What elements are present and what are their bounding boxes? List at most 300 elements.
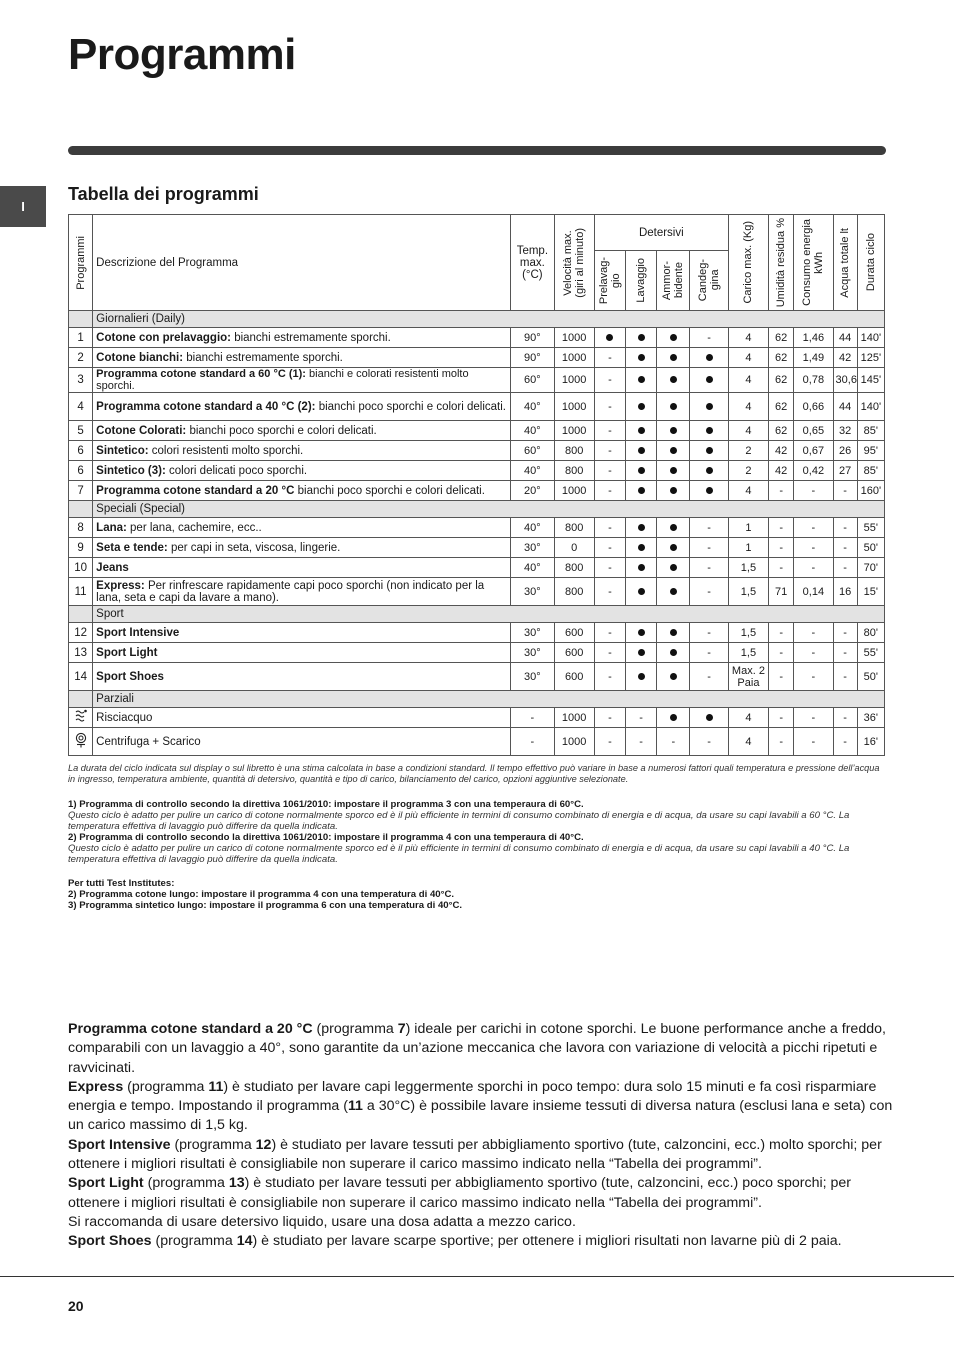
cell-umi: 42 xyxy=(769,441,794,461)
dot-amm xyxy=(657,578,690,606)
table-row xyxy=(69,393,885,421)
dot-icon xyxy=(638,649,645,656)
dot-icon xyxy=(706,376,713,383)
cell-can: - xyxy=(690,623,728,643)
table-row xyxy=(69,623,885,643)
dot-lav xyxy=(626,663,657,691)
cell-vel: 0 xyxy=(554,538,594,558)
program-number: 9 xyxy=(69,538,93,558)
dot-icon xyxy=(670,354,677,361)
desc-detergent-tip: Si raccomanda di usare detersivo liquido, usare una dosa adatta a mezzo carico. xyxy=(68,1213,576,1230)
table-row xyxy=(69,328,885,348)
cell-dur: 70' xyxy=(857,558,884,578)
cell-umi: - xyxy=(769,708,794,728)
cell-kwh: 1,46 xyxy=(794,328,833,348)
cell-kwh: - xyxy=(794,643,833,663)
table-row xyxy=(69,558,885,578)
program-number: 2 xyxy=(69,348,93,368)
dot-icon xyxy=(706,403,713,410)
cell-temp: 40° xyxy=(511,461,554,481)
language-tab: I xyxy=(0,186,46,227)
dot-icon xyxy=(706,714,713,721)
table-row xyxy=(69,421,885,441)
cell-car: 4 xyxy=(728,481,768,501)
cell-umi: - xyxy=(769,558,794,578)
desc-sport-shoes: Sport Shoes (programma 14) è studiato per lavare scarpe sportive; per ottenere i migliori risultati non lavarne più di 2 paia. xyxy=(68,1233,842,1250)
program-description: Sintetico (3): colori delicati poco sporchi. xyxy=(93,461,511,481)
dot-icon xyxy=(670,714,677,721)
dot-icon xyxy=(670,403,677,410)
dot-icon xyxy=(670,544,677,551)
cell-temp: 40° xyxy=(511,421,554,441)
cell-dur: 140' xyxy=(857,393,884,421)
cell-car: 4 xyxy=(728,708,768,728)
table-row xyxy=(69,518,885,538)
cell-temp: 30° xyxy=(511,643,554,663)
footnote-2-text: Questo ciclo è adatto per pulire un carico di cotone normalmente sporco ed è il più efficiente in termini di consumo combinato di energia e di acqua, da usare su capi lavabili a 40 °C. La temperatura effettiva di lavaggio può differire da quella indicata. xyxy=(68,843,850,865)
cell-can: - xyxy=(690,578,728,606)
cell-kwh: - xyxy=(794,558,833,578)
dot-icon xyxy=(638,673,645,680)
cell-vel: 1000 xyxy=(554,328,594,348)
cell-temp: 30° xyxy=(511,623,554,643)
cell-acq: 26 xyxy=(833,441,857,461)
cell-vel: 800 xyxy=(554,518,594,538)
dot-icon xyxy=(638,403,645,410)
cell-acq: 27 xyxy=(833,461,857,481)
cell-acq: - xyxy=(833,481,857,501)
dot-icon xyxy=(638,524,645,531)
cell-car: 4 xyxy=(728,393,768,421)
dot-icon xyxy=(670,376,677,383)
cell-umi: 62 xyxy=(769,421,794,441)
cell-vel: 1000 xyxy=(554,393,594,421)
cell-kwh: - xyxy=(794,663,833,691)
cell-kwh: 0,66 xyxy=(794,393,833,421)
group-label: Parziali xyxy=(93,691,885,708)
cell-kwh: 1,49 xyxy=(794,348,833,368)
cell-vel: 1000 xyxy=(554,348,594,368)
cell-lav: - xyxy=(626,708,657,728)
cell-umi: - xyxy=(769,538,794,558)
program-descriptions xyxy=(68,1020,893,1252)
cell-car: 2 xyxy=(728,461,768,481)
program-description: Cotone con prelavaggio: bianchi estremamente sporchi. xyxy=(93,328,511,348)
group-row xyxy=(69,691,885,708)
program-description: Express: Per rinfrescare rapidamente capi poco sporchi (non indicato per la lana, seta e capi da lavare a mano). xyxy=(93,578,511,606)
dot-can xyxy=(690,481,728,501)
dot-can xyxy=(690,708,728,728)
cell-dur: 160' xyxy=(857,481,884,501)
dot-icon xyxy=(670,427,677,434)
cell-temp: 90° xyxy=(511,348,554,368)
cell-kwh: - xyxy=(794,518,833,538)
program-description: Lana: per lana, cachemire, ecc.. xyxy=(93,518,511,538)
dot-icon xyxy=(670,588,677,595)
cell-vel: 800 xyxy=(554,578,594,606)
cell-temp: 60° xyxy=(511,441,554,461)
dot-icon xyxy=(670,447,677,454)
cell-car: 1 xyxy=(728,518,768,538)
cell-pre: - xyxy=(594,518,625,538)
cell-kwh: 0,65 xyxy=(794,421,833,441)
group-row xyxy=(69,606,885,623)
cell-acq: - xyxy=(833,663,857,691)
cell-acq: - xyxy=(833,708,857,728)
program-number: 7 xyxy=(69,481,93,501)
header-carico: Carico max. (Kg) xyxy=(728,215,768,311)
desc-cotone-20: Programma cotone standard a 20 °C (programma 7) ideale per carichi in cotone sporchi. Le buone performance anche a freddo, comparabili con un lavaggio a 40°, sono garantite da un’azione meccanica che lavora con variazione di velocità a picchi ripetuti e ravvicinati. xyxy=(68,1021,886,1076)
cell-car: 1,5 xyxy=(728,623,768,643)
dot-icon xyxy=(670,673,677,680)
dot-lav xyxy=(626,578,657,606)
cell-car: 1,5 xyxy=(728,558,768,578)
dot-icon xyxy=(638,467,645,474)
table-row xyxy=(69,538,885,558)
cell-dur: 55' xyxy=(857,518,884,538)
cell-dur: 16' xyxy=(857,728,884,756)
dot-lav xyxy=(626,518,657,538)
cell-car: 1,5 xyxy=(728,578,768,606)
footer-rule xyxy=(0,1276,954,1277)
dot-pre xyxy=(594,328,625,348)
dot-amm xyxy=(657,441,690,461)
cell-can: - xyxy=(690,558,728,578)
cell-can: - xyxy=(690,643,728,663)
cell-umi: 71 xyxy=(769,578,794,606)
program-description: Risciacquo xyxy=(93,708,511,728)
header-consumo: Consumo energia kWh xyxy=(794,215,833,311)
footnote-1-title: 1) Programma di controllo secondo la direttiva 1061/2010: impostare il programma 3 con una temperaura di 60°C. xyxy=(68,799,584,810)
page-number: 20 xyxy=(68,1298,84,1314)
cell-dur: 95' xyxy=(857,441,884,461)
cell-car: 4 xyxy=(728,368,768,393)
dot-icon xyxy=(638,487,645,494)
header-acqua: Acqua totale lt xyxy=(833,215,857,311)
program-description: Centrifuga + Scarico xyxy=(93,728,511,756)
desc-sport-light: Sport Light (programma 13) è studiato per lavare tessuti per abbigliamento sportivo (tute, calzoncini, ecc.) poco sporchi; per ottenere i migliori risultati è consigliabile non superare il carico massimo indicato nella “Tabella dei programmi”. xyxy=(68,1175,852,1211)
desc-express: Express (programma 11) è studiato per lavare capi leggermente sporchi in poco tempo: dura solo 15 minuti e fa così risparmiare energia e tempo. Impostando il programma (11 a 30°C) è possibile lavare insieme tessuti di diversa natura (esclusi lana e seta) con un carico massimo di 1,5 kg. xyxy=(68,1078,893,1134)
program-description: Sport Light xyxy=(93,643,511,663)
cell-dur: 50' xyxy=(857,538,884,558)
header-descrizione: Descrizione del Programma xyxy=(93,215,511,311)
table-row xyxy=(69,368,885,393)
cell-kwh: - xyxy=(794,708,833,728)
dot-icon xyxy=(706,467,713,474)
dot-lav xyxy=(626,558,657,578)
cell-kwh: - xyxy=(794,481,833,501)
program-number: 8 xyxy=(69,518,93,538)
cell-pre: - xyxy=(594,441,625,461)
footnote-1-text: Questo ciclo è adatto per pulire un carico di cotone normalmente sporco ed è il più efficiente in termini di consumo combinato di energia e di acqua, da usare su capi lavabili a 60 °C. La temperatura effettiva di lavaggio può differire da quella indicata. xyxy=(68,810,850,832)
dot-can xyxy=(690,461,728,481)
dot-amm xyxy=(657,663,690,691)
dot-icon xyxy=(638,334,645,341)
cell-vel: 600 xyxy=(554,643,594,663)
cell-umi: 62 xyxy=(769,348,794,368)
header-rule xyxy=(68,146,886,155)
cell-umi: - xyxy=(769,481,794,501)
cell-acq: - xyxy=(833,728,857,756)
table-row xyxy=(69,708,885,728)
cell-vel: 1000 xyxy=(554,481,594,501)
program-number: 5 xyxy=(69,421,93,441)
cell-acq: 44 xyxy=(833,328,857,348)
dot-icon xyxy=(638,376,645,383)
footnote-2-title: 2) Programma di controllo secondo la direttiva 1061/2010: impostare il programma 4 con una temperaura di 40°C. xyxy=(68,832,584,843)
cell-car: Max. 2 Paia xyxy=(728,663,768,691)
cell-umi: - xyxy=(769,623,794,643)
test-institutes-2: 2) Programma cotone lungo: impostare il programma 4 con una temperatura di 40°C. xyxy=(68,889,455,900)
cell-kwh: 0,42 xyxy=(794,461,833,481)
dot-icon xyxy=(670,564,677,571)
cell-car: 4 xyxy=(728,728,768,756)
dot-icon xyxy=(638,447,645,454)
header-detersivi: Detersivi xyxy=(594,215,728,251)
cell-pre: - xyxy=(594,558,625,578)
program-number: 3 xyxy=(69,368,93,393)
cell-temp: 60° xyxy=(511,368,554,393)
cell-acq: - xyxy=(833,538,857,558)
group-label: Giornalieri (Daily) xyxy=(93,311,885,328)
cell-umi: - xyxy=(769,728,794,756)
header-lavaggio: Lavaggio xyxy=(626,251,657,311)
cell-pre: - xyxy=(594,538,625,558)
program-description: Sport Intensive xyxy=(93,623,511,643)
cell-dur: 15' xyxy=(857,578,884,606)
cell-kwh: 0,78 xyxy=(794,368,833,393)
cell-acq: 42 xyxy=(833,348,857,368)
header-programmi: Programmi xyxy=(69,215,93,311)
dot-can xyxy=(690,421,728,441)
cell-lav: - xyxy=(626,728,657,756)
dot-lav xyxy=(626,623,657,643)
header-velocita: Velocità max. (giri al minuto) xyxy=(554,215,594,311)
program-description: Cotone Colorati: bianchi poco sporchi e colori delicati. xyxy=(93,421,511,441)
cell-pre: - xyxy=(594,348,625,368)
programs-table xyxy=(68,214,885,756)
cell-temp: 30° xyxy=(511,578,554,606)
dot-icon xyxy=(638,354,645,361)
cell-dur: 85' xyxy=(857,461,884,481)
header-durata: Durata ciclo xyxy=(857,215,884,311)
cell-vel: 800 xyxy=(554,461,594,481)
rinse-icon xyxy=(69,708,93,728)
dot-icon xyxy=(638,564,645,571)
cell-dur: 85' xyxy=(857,421,884,441)
group-label: Sport xyxy=(93,606,885,623)
cell-acq: 32 xyxy=(833,421,857,441)
program-description: Sport Shoes xyxy=(93,663,511,691)
program-number: 10 xyxy=(69,558,93,578)
spin-drain-icon xyxy=(69,728,93,756)
dot-icon xyxy=(670,649,677,656)
dot-amm xyxy=(657,421,690,441)
cell-pre: - xyxy=(594,393,625,421)
cell-car: 1 xyxy=(728,538,768,558)
cell-dur: 80' xyxy=(857,623,884,643)
group-label: Speciali (Special) xyxy=(93,501,885,518)
dot-icon xyxy=(638,588,645,595)
group-row xyxy=(69,311,885,328)
cell-kwh: - xyxy=(794,623,833,643)
cell-temp: - xyxy=(511,728,554,756)
cell-dur: 55' xyxy=(857,643,884,663)
cell-dur: 140' xyxy=(857,328,884,348)
dot-icon xyxy=(670,524,677,531)
program-number: 6 xyxy=(69,441,93,461)
dot-lav xyxy=(626,441,657,461)
dot-amm xyxy=(657,328,690,348)
dot-can xyxy=(690,368,728,393)
cell-temp: 30° xyxy=(511,538,554,558)
header-ammorbidente: Ammor- bidente xyxy=(657,251,690,311)
dot-icon xyxy=(670,467,677,474)
program-number: 11 xyxy=(69,578,93,606)
cell-vel: 1000 xyxy=(554,421,594,441)
cell-can: - xyxy=(690,518,728,538)
cell-kwh: 0,14 xyxy=(794,578,833,606)
program-description: Sintetico: colori resistenti molto sporchi. xyxy=(93,441,511,461)
table-row xyxy=(69,728,885,756)
cell-acq: - xyxy=(833,623,857,643)
dot-amm xyxy=(657,558,690,578)
dot-can xyxy=(690,348,728,368)
group-row xyxy=(69,501,885,518)
program-description: Programma cotone standard a 20 °C bianchi poco sporchi e colori delicati. xyxy=(93,481,511,501)
cell-vel: 800 xyxy=(554,558,594,578)
program-description: Jeans xyxy=(93,558,511,578)
dot-lav xyxy=(626,481,657,501)
cell-can: - xyxy=(690,663,728,691)
cell-temp: 40° xyxy=(511,518,554,538)
dot-amm xyxy=(657,708,690,728)
cell-temp: 30° xyxy=(511,663,554,691)
cell-can: - xyxy=(690,728,728,756)
desc-sport-intensive: Sport Intensive (programma 12) è studiato per lavare tessuti per abbigliamento sportivo (tute, calzoncini, ecc.) molto sporchi; per ottenere i migliori risultati è consigliabile non superare il carico massimo indicato nella “Tabella dei programmi”. xyxy=(68,1136,882,1173)
cell-temp: 20° xyxy=(511,481,554,501)
dot-amm xyxy=(657,461,690,481)
cell-dur: 145' xyxy=(857,368,884,393)
dot-lav xyxy=(626,643,657,663)
dot-icon xyxy=(706,354,713,361)
dot-amm xyxy=(657,368,690,393)
cell-kwh: - xyxy=(794,728,833,756)
dot-can xyxy=(690,393,728,421)
cell-vel: 1000 xyxy=(554,368,594,393)
footnotes xyxy=(68,799,888,865)
cell-acq: - xyxy=(833,518,857,538)
dot-lav xyxy=(626,348,657,368)
cell-car: 1,5 xyxy=(728,643,768,663)
program-number: 1 xyxy=(69,328,93,348)
section-title: Tabella dei programmi xyxy=(68,184,259,204)
dot-lav xyxy=(626,393,657,421)
program-number: 14 xyxy=(69,663,93,691)
dot-icon xyxy=(670,334,677,341)
program-number: 12 xyxy=(69,623,93,643)
dot-amm xyxy=(657,348,690,368)
cell-pre: - xyxy=(594,461,625,481)
dot-amm xyxy=(657,538,690,558)
table-row xyxy=(69,663,885,691)
dot-amm xyxy=(657,518,690,538)
cell-temp: 40° xyxy=(511,393,554,421)
cell-pre: - xyxy=(594,643,625,663)
header-prelavaggio: Prelavag- gio xyxy=(594,251,625,311)
table-row xyxy=(69,643,885,663)
cell-pre: - xyxy=(594,421,625,441)
cell-car: 2 xyxy=(728,441,768,461)
cell-umi: 62 xyxy=(769,368,794,393)
dot-can xyxy=(690,441,728,461)
dot-icon xyxy=(638,427,645,434)
table-row xyxy=(69,578,885,606)
table-row xyxy=(69,481,885,501)
cell-pre: - xyxy=(594,368,625,393)
program-description: Seta e tende: per capi in seta, viscosa, lingerie. xyxy=(93,538,511,558)
cell-pre: - xyxy=(594,623,625,643)
page-title: Programmi xyxy=(68,30,296,79)
cell-pre: - xyxy=(594,708,625,728)
programs-table-body xyxy=(69,311,885,756)
cell-dur: 36' xyxy=(857,708,884,728)
dot-lav xyxy=(626,328,657,348)
cell-acq: 16 xyxy=(833,578,857,606)
cell-temp: 90° xyxy=(511,328,554,348)
cell-acq: 30,6 xyxy=(833,368,857,393)
dot-icon xyxy=(670,487,677,494)
dot-lav xyxy=(626,421,657,441)
table-row xyxy=(69,348,885,368)
cell-vel: 1000 xyxy=(554,708,594,728)
cell-amm: - xyxy=(657,728,690,756)
test-institutes-title: Per tutti Test Institutes: xyxy=(68,878,175,889)
program-number: 4 xyxy=(69,393,93,421)
header-umidita: Umidità residua % xyxy=(769,215,794,311)
table-note: La durata del ciclo indicata sul display o sul libretto è una stima calcolata in base a condizioni standard. Il tempo effettivo può variare in base a numerosi fattori quali temperatura e pressione dell’acqua in ingresso, temperatura ambiente, quantità di detersivo, quantità e tipo di carico, bilanciamento del carico, opzioni aggiuntive selezionate. xyxy=(68,763,880,784)
cell-umi: 42 xyxy=(769,461,794,481)
test-institutes-3: 3) Programma sintetico lungo: impostare il programma 6 con una temperatura di 40°C. xyxy=(68,900,463,911)
cell-vel: 1000 xyxy=(554,728,594,756)
cell-can: - xyxy=(690,328,728,348)
cell-vel: 800 xyxy=(554,441,594,461)
dot-icon xyxy=(706,487,713,494)
cell-vel: 600 xyxy=(554,663,594,691)
dot-icon xyxy=(670,629,677,636)
dot-amm xyxy=(657,623,690,643)
dot-lav xyxy=(626,538,657,558)
dot-amm xyxy=(657,393,690,421)
dot-icon xyxy=(706,447,713,454)
dot-icon xyxy=(606,334,613,341)
dot-icon xyxy=(638,629,645,636)
dot-icon xyxy=(638,544,645,551)
cell-temp: - xyxy=(511,708,554,728)
cell-dur: 50' xyxy=(857,663,884,691)
program-number: 13 xyxy=(69,643,93,663)
cell-kwh: - xyxy=(794,538,833,558)
program-description: Programma cotone standard a 40 °C (2): bianchi poco sporchi e colori delicati. xyxy=(93,393,511,421)
table-row xyxy=(69,461,885,481)
cell-umi: - xyxy=(769,518,794,538)
dot-amm xyxy=(657,481,690,501)
cell-kwh: 0,67 xyxy=(794,441,833,461)
program-number: 6 xyxy=(69,461,93,481)
dot-amm xyxy=(657,643,690,663)
cell-umi: 62 xyxy=(769,393,794,421)
cell-umi: 62 xyxy=(769,328,794,348)
